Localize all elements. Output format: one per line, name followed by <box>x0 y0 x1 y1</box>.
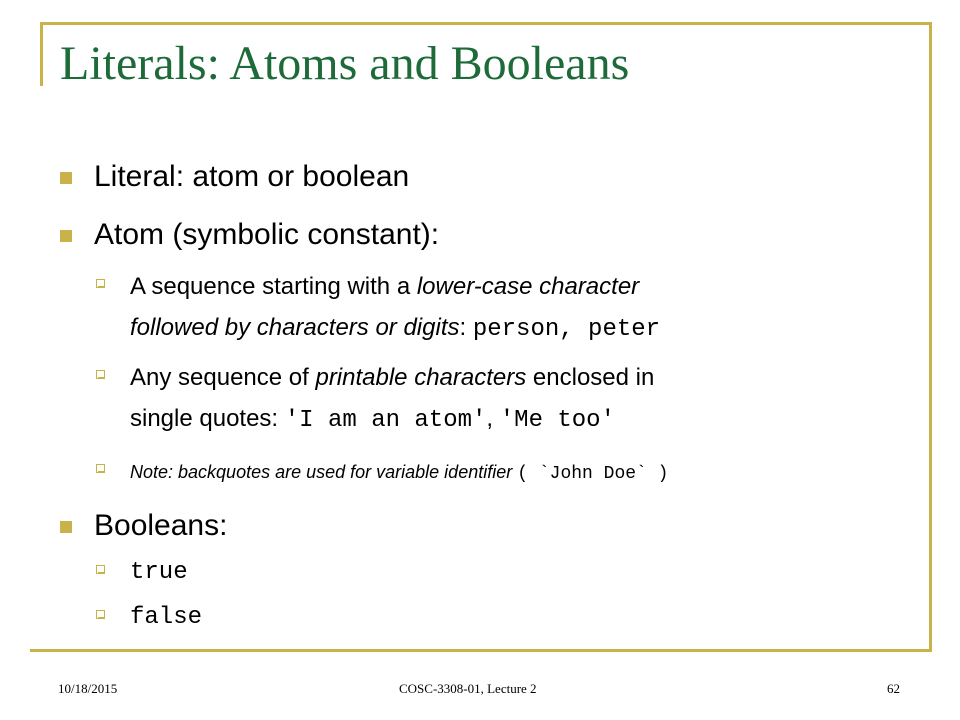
code-true: true <box>130 559 188 586</box>
sub-bullet-printable-line2: single quotes: 'I am an atom', 'Me too' <box>130 405 615 434</box>
footer-date: 10/18/2015 <box>58 681 118 696</box>
hollow-square-bullet-icon <box>96 610 105 619</box>
slide-title: Literals: Atoms and Booleans <box>60 37 630 90</box>
code-me-too: 'Me too' <box>499 407 615 434</box>
frame-bottom-line <box>30 649 932 652</box>
code-john-doe: ( `John Doe` ) <box>517 464 669 484</box>
frame-right-line <box>929 22 932 650</box>
sub-bullet-lowercase-line2: followed by characters or digits: person, peter <box>130 314 661 343</box>
square-bullet-icon <box>60 230 72 242</box>
code-i-am-an-atom: 'I am an atom' <box>284 407 487 434</box>
hollow-square-bullet-icon <box>96 565 105 574</box>
sub-bullet-note-text: Note: backquotes are used for variable identifier ( `John Doe` ) <box>130 462 669 484</box>
hollow-square-bullet-icon <box>96 370 105 379</box>
hollow-square-bullet-icon <box>96 279 105 288</box>
hollow-square-bullet-icon <box>96 464 105 473</box>
frame-left-line <box>40 22 43 86</box>
square-bullet-icon <box>60 172 72 184</box>
square-bullet-icon <box>60 521 72 533</box>
frame-top-line <box>40 22 932 25</box>
sub-bullet-lowercase-line1: A sequence starting with a lower-case character <box>130 273 640 300</box>
code-person-peter: person, peter <box>472 316 661 343</box>
bullet-atom-text: Atom (symbolic constant): <box>94 218 440 251</box>
footer-course: COSC-3308-01, Lecture 2 <box>399 681 537 696</box>
code-false: false <box>130 604 203 631</box>
bullet-literal-text: Literal: atom or boolean <box>94 160 410 193</box>
footer-page-number: 62 <box>887 681 900 696</box>
bullet-booleans-text: Booleans: <box>94 509 228 542</box>
sub-bullet-printable-line1: Any sequence of printable characters enclosed in <box>130 364 655 391</box>
